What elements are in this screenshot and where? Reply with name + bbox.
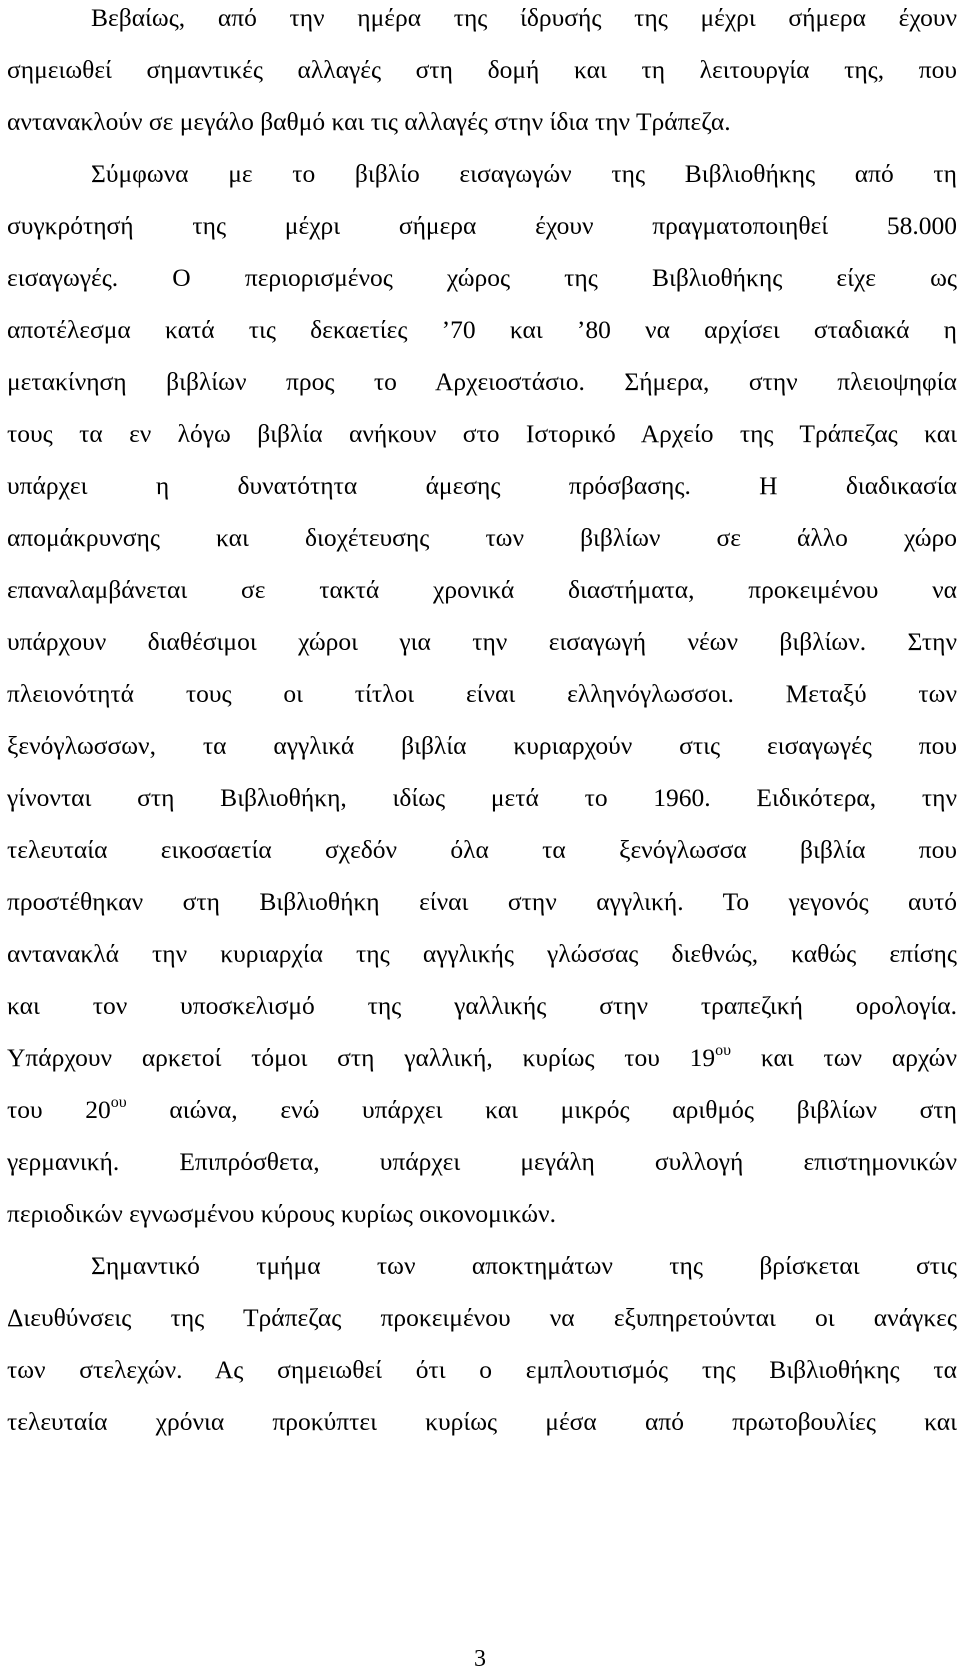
text-line: αντανακλούν σε μεγάλο βαθμό και τις αλλαγές στην ίδια την Τράπεζα. xyxy=(7,107,731,136)
text-line: γίνονται στη Βιβλιοθήκη, ιδίως μετά το 1960. Ειδικότερα, την xyxy=(7,783,957,812)
text-line: Σύμφωνα με το βιβλίο εισαγωγών της Βιβλιοθήκης από τη xyxy=(91,159,957,188)
text-segment: του 20 xyxy=(7,1095,111,1124)
text-line: σημειωθεί σημαντικές αλλαγές στη δομή και τη λειτουργία της, που xyxy=(7,55,957,84)
text-segment: αιώνα, ενώ υπάρχει και μικρός αριθμός βιβλίων στη xyxy=(126,1095,957,1124)
text-line: συγκρότησή της μέχρι σήμερα έχουν πραγματοποιηθεί 58.000 xyxy=(7,211,957,240)
text-line: τελευταία εικοσαετία σχεδόν όλα τα ξενόγλωσσα βιβλία που xyxy=(7,835,957,864)
text-line: αντανακλά την κυριαρχία της αγγλικής γλώσσας διεθνώς, καθώς επίσης xyxy=(7,939,957,968)
text-line: Σημαντικό τμήμα των αποκτημάτων της βρίσκεται στις xyxy=(91,1251,957,1280)
page-number: 3 xyxy=(474,1646,486,1672)
text-line: Βεβαίως, από την ημέρα της ίδρυσής της μέχρι σήμερα έχουν xyxy=(91,3,957,32)
text-line: τελευταία χρόνια προκύπτει κυρίως μέσα από πρωτοβουλίες και xyxy=(7,1407,957,1436)
text-line: και τον υποσκελισμό της γαλλικής στην τραπεζική ορολογία. xyxy=(7,991,957,1020)
text-segment: Υπάρχουν αρκετοί τόμοι στη γαλλική, κυρίως του 19 xyxy=(7,1043,716,1072)
superscript: ου xyxy=(715,1042,732,1059)
text-line: των στελεχών. Ας σημειωθεί ότι ο εμπλουτισμός της Βιβλιοθήκης τα xyxy=(7,1355,957,1384)
text-line: ξενόγλωσσων, τα αγγλικά βιβλία κυριαρχούν στις εισαγωγές που xyxy=(7,731,957,760)
text-line: υπάρχει η δυνατότητα άμεσης πρόσβασης. Η διαδικασία xyxy=(7,471,957,500)
text-line: απομάκρυνσης και διοχέτευσης των βιβλίων σε άλλο χώρο xyxy=(7,523,957,552)
text-segment: και των αρχών xyxy=(731,1043,957,1072)
superscript: ου xyxy=(110,1094,127,1111)
text-line-with-superscript xyxy=(7,1083,957,1137)
text-line: μετακίνηση βιβλίων προς το Αρχειοστάσιο. Σήμερα, στην πλειοψηφία xyxy=(7,367,957,396)
text-line: επαναλαμβάνεται σε τακτά χρονικά διαστήματα, προκειμένου να xyxy=(7,575,957,604)
text-line: αποτέλεσμα κατά τις δεκαετίες ’70 και ’80 να αρχίσει σταδιακά η xyxy=(7,315,957,344)
text-line: πλειονότητά τους οι τίτλοι είναι ελληνόγλωσσοι. Μεταξύ των xyxy=(7,679,957,708)
text-line-with-superscript xyxy=(7,1031,957,1085)
text-line: εισαγωγές. Ο περιορισμένος χώρος της Βιβλιοθήκης είχε ως xyxy=(7,263,957,292)
text-line: γερμανική. Επιπρόσθετα, υπάρχει μεγάλη συλλογή επιστημονικών xyxy=(7,1147,957,1176)
text-line: τους τα εν λόγω βιβλία ανήκουν στο Ιστορικό Αρχείο της Τράπεζας και xyxy=(7,419,957,448)
text-line: Διευθύνσεις της Τράπεζας προκειμένου να εξυπηρετούνται οι ανάγκες xyxy=(7,1303,957,1332)
text-line: περιοδικών εγνωσμένου κύρους κυρίως οικονομικών. xyxy=(7,1199,556,1228)
text-line: προστέθηκαν στη Βιβλιοθήκη είναι στην αγγλική. Το γεγονός αυτό xyxy=(7,887,957,916)
text-line: υπάρχουν διαθέσιμοι χώροι για την εισαγωγή νέων βιβλίων. Στην xyxy=(7,627,957,656)
